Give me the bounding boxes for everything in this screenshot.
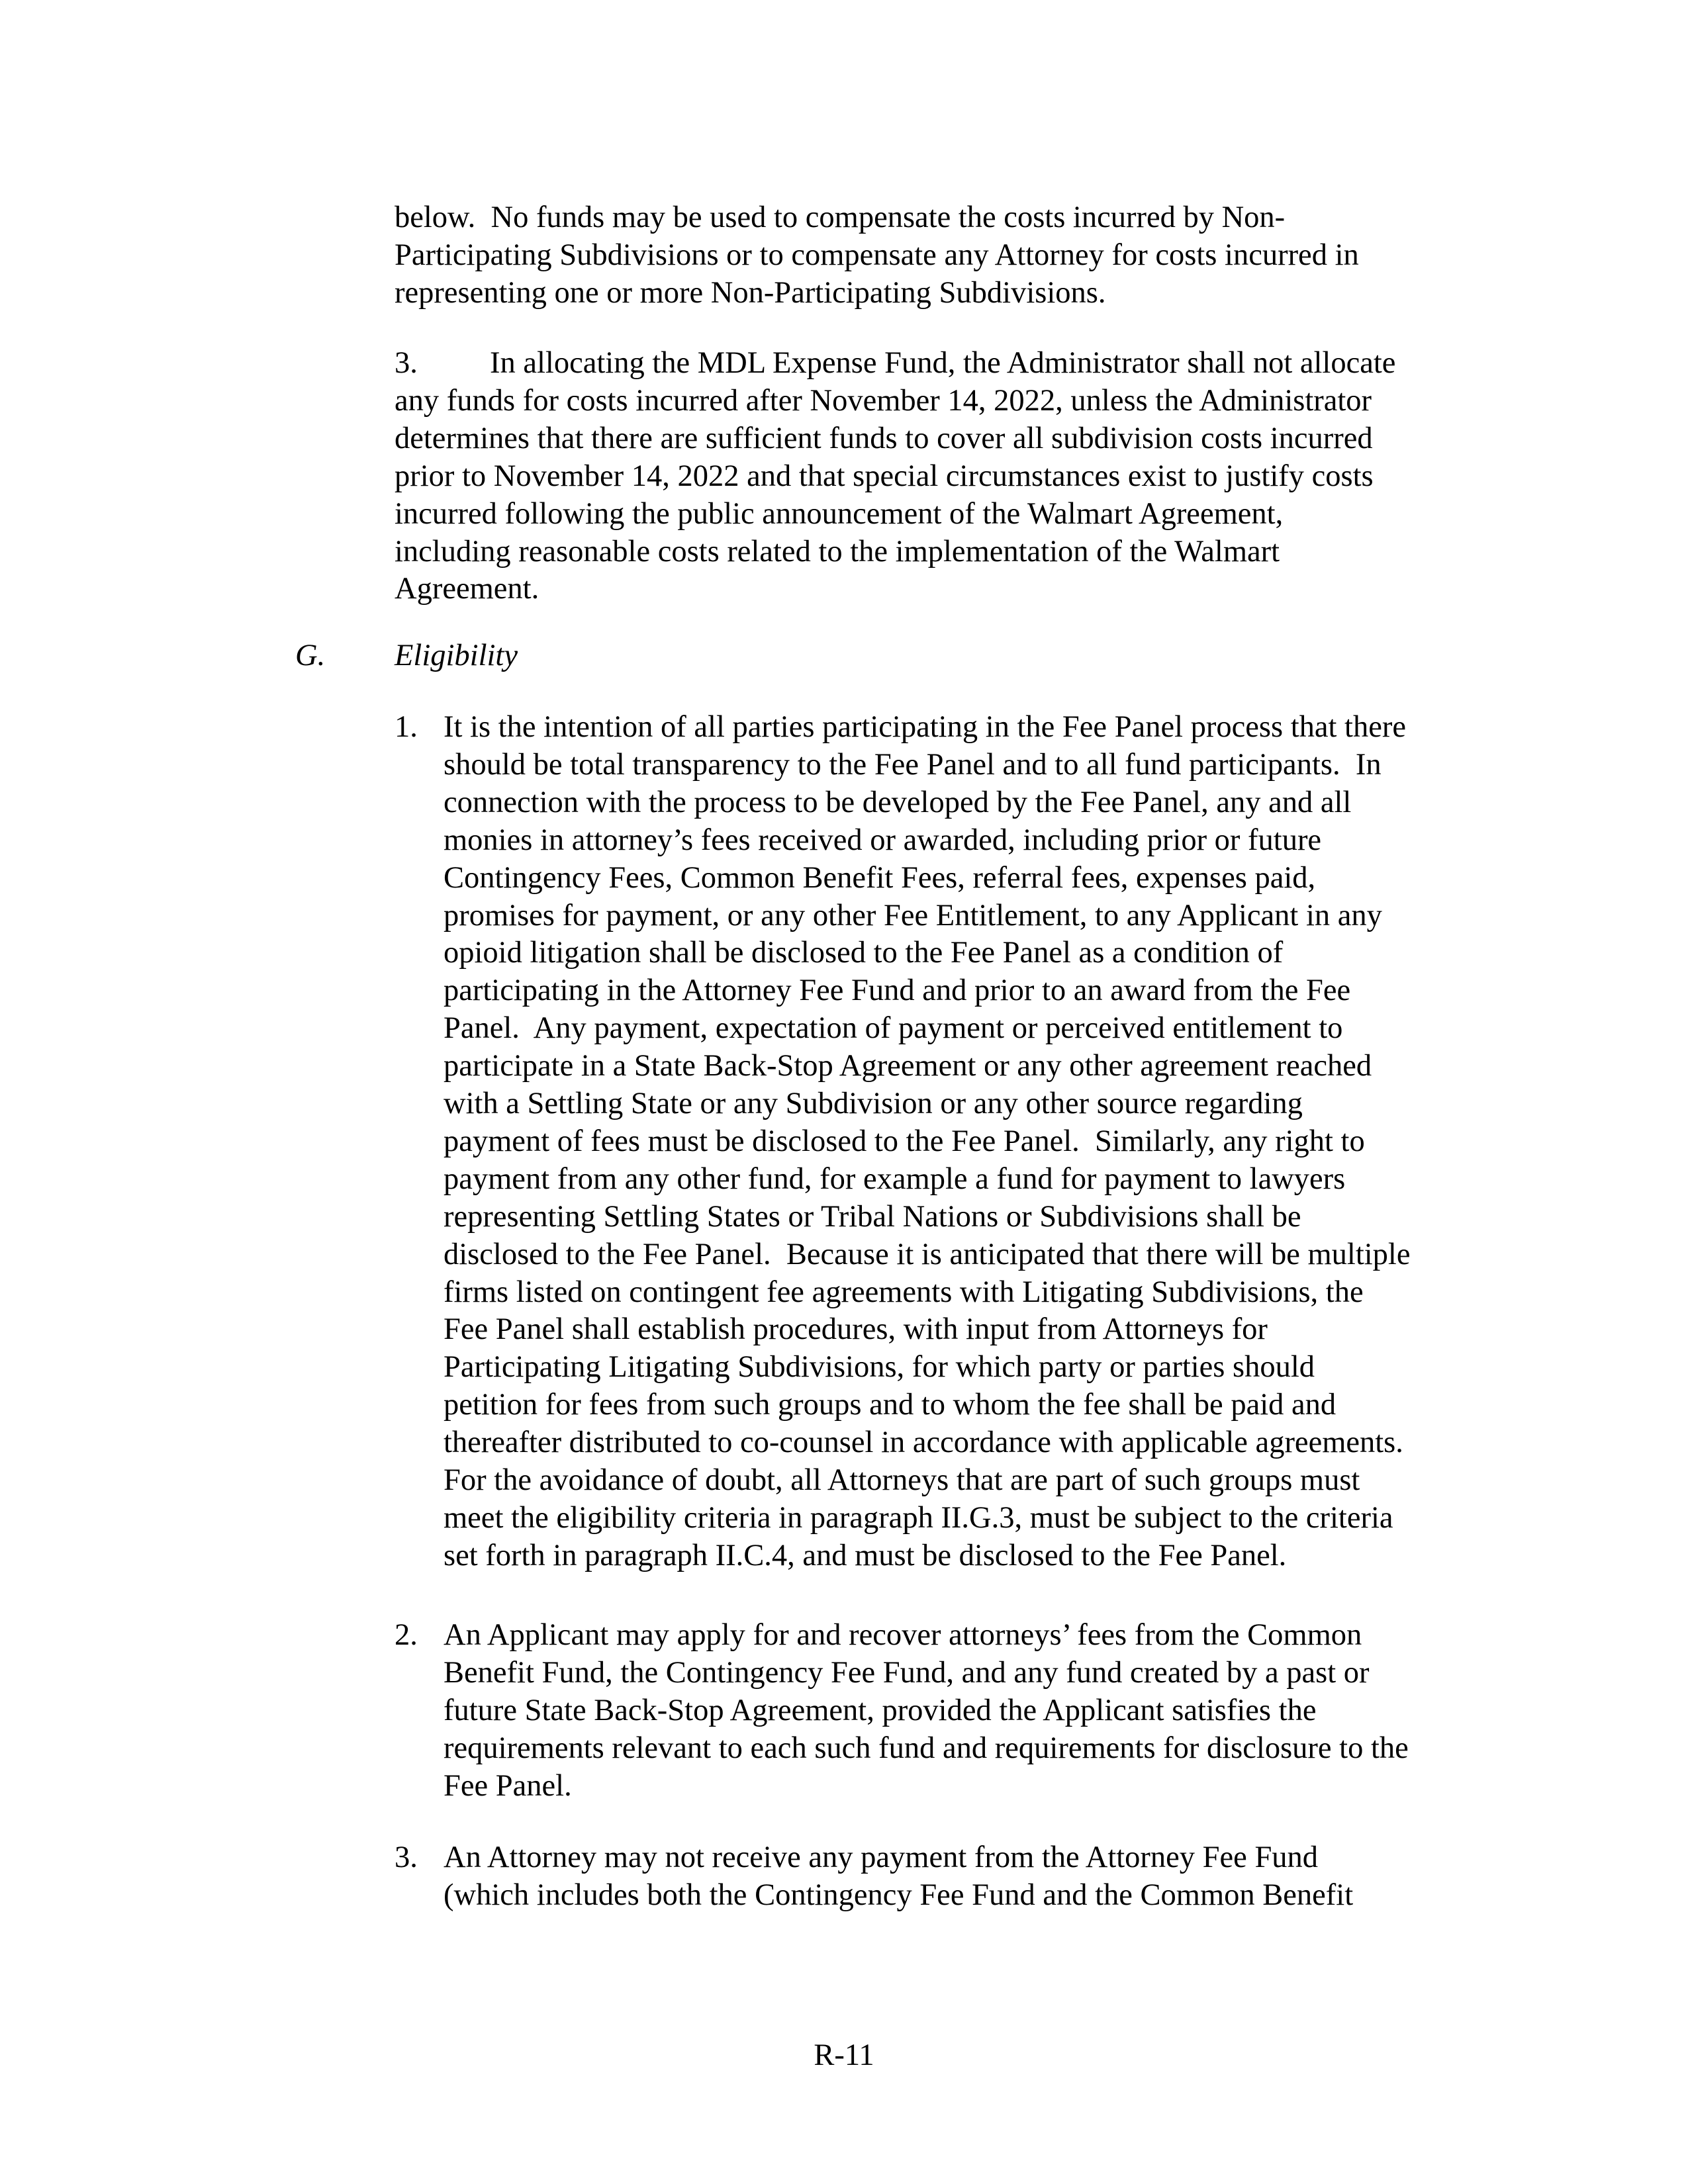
paragraph-number: 3.: [395, 346, 418, 380]
list-item-line: Contingency Fees, Common Benefit Fees, referral fees, expenses paid,: [444, 860, 1316, 895]
list-item-line: participate in a State Back-Stop Agreement or any other agreement reached: [444, 1049, 1372, 1083]
list-item-line: future State Back-Stop Agreement, provided the Applicant satisfies the: [444, 1693, 1317, 1727]
list-item-number: 3.: [395, 1841, 418, 1874]
list-item-line: Participating Litigating Subdivisions, for which party or parties should: [444, 1350, 1315, 1385]
list-item-line: representing Settling States or Tribal Nations or Subdivisions shall be: [444, 1199, 1301, 1234]
list-item-line: connection with the process to be developed by the Fee Panel, any and all: [444, 785, 1352, 819]
text-line: determines that there are sufficient funds to cover all subdivision costs incurred: [395, 421, 1373, 455]
text-line: In allocating the MDL Expense Fund, the Administrator shall not allocate: [490, 346, 1396, 380]
text-line: Participating Subdivisions or to compensate any Attorney for costs incurred in: [395, 238, 1359, 272]
text-line: any funds for costs incurred after November 14, 2022, unless the Administrator: [395, 383, 1372, 418]
list-item-line: with a Settling State or any Subdivision or any other source regarding: [444, 1087, 1303, 1120]
list-item-line: set forth in paragraph II.C.4, and must be disclosed to the Fee Panel.: [444, 1538, 1287, 1572]
list-item-line: Fee Panel shall establish procedures, with input from Attorneys for: [444, 1312, 1268, 1347]
text-line: incurred following the public announcement of the Walmart Agreement,: [395, 496, 1284, 531]
text-line: including reasonable costs related to the implementation of the Walmart: [395, 534, 1280, 569]
section-letter: G.: [295, 639, 326, 672]
list-item-line: participating in the Attorney Fee Fund and prior to an award from the Fee: [444, 974, 1351, 1008]
list-item-line: firms listed on contingent fee agreements with Litigating Subdivisions, the: [444, 1275, 1364, 1309]
list-item-line: Panel. Any payment, expectation of payment or perceived entitlement to: [444, 1011, 1343, 1046]
list-item-line: payment from any other fund, for example a fund for payment to lawyers: [444, 1161, 1346, 1196]
list-item-line: An Attorney may not receive any payment from the Attorney Fee Fund: [444, 1841, 1319, 1874]
list-item-line: It is the intention of all parties participating in the Fee Panel process that there: [444, 710, 1406, 744]
section-heading: Eligibility: [395, 639, 518, 672]
list-item-line: Benefit Fund, the Contingency Fee Fund, and any fund created by a past or: [444, 1655, 1370, 1690]
list-item-line: petition for fees from such groups and to whom the fee shall be paid and: [444, 1388, 1336, 1422]
text-line: below. No funds may be used to compensate the costs incurred by Non-: [395, 201, 1286, 234]
list-item-line: Fee Panel.: [444, 1768, 572, 1803]
list-item-number: 1.: [395, 710, 418, 744]
text-line: representing one or more Non-Participating Subdivisions.: [395, 275, 1106, 310]
list-item-line: An Applicant may apply for and recover attorneys’ fees from the Common: [444, 1618, 1362, 1652]
list-item-line: disclosed to the Fee Panel. Because it is anticipated that there will be multiple: [444, 1237, 1411, 1271]
text-line: Agreement.: [395, 572, 539, 606]
list-item-line: payment of fees must be disclosed to the Fee Panel. Similarly, any right to: [444, 1124, 1365, 1158]
list-item-line: should be total transparency to the Fee Panel and to all fund participants. In: [444, 747, 1382, 782]
list-item-number: 2.: [395, 1618, 418, 1652]
list-item-line: For the avoidance of doubt, all Attorneys that are part of such groups must: [444, 1463, 1360, 1497]
list-item-line: requirements relevant to each such fund and requirements for disclosure to the: [444, 1731, 1409, 1765]
list-item-line: meet the eligibility criteria in paragraph II.G.3, must be subject to the criteria: [444, 1500, 1393, 1535]
list-item-line: thereafter distributed to co-counsel in accordance with applicable agreements.: [444, 1426, 1403, 1460]
page-number: R-11: [814, 2038, 874, 2072]
list-item-line: monies in attorney’s fees received or awarded, including prior or future: [444, 823, 1322, 857]
text-line: prior to November 14, 2022 and that special circumstances exist to justify costs: [395, 459, 1374, 493]
list-item-line: (which includes both the Contingency Fee Fund and the Common Benefit: [444, 1878, 1354, 1912]
list-item-line: opioid litigation shall be disclosed to the Fee Panel as a condition of: [444, 936, 1284, 970]
list-item-line: promises for payment, or any other Fee Entitlement, to any Applicant in any: [444, 898, 1382, 933]
